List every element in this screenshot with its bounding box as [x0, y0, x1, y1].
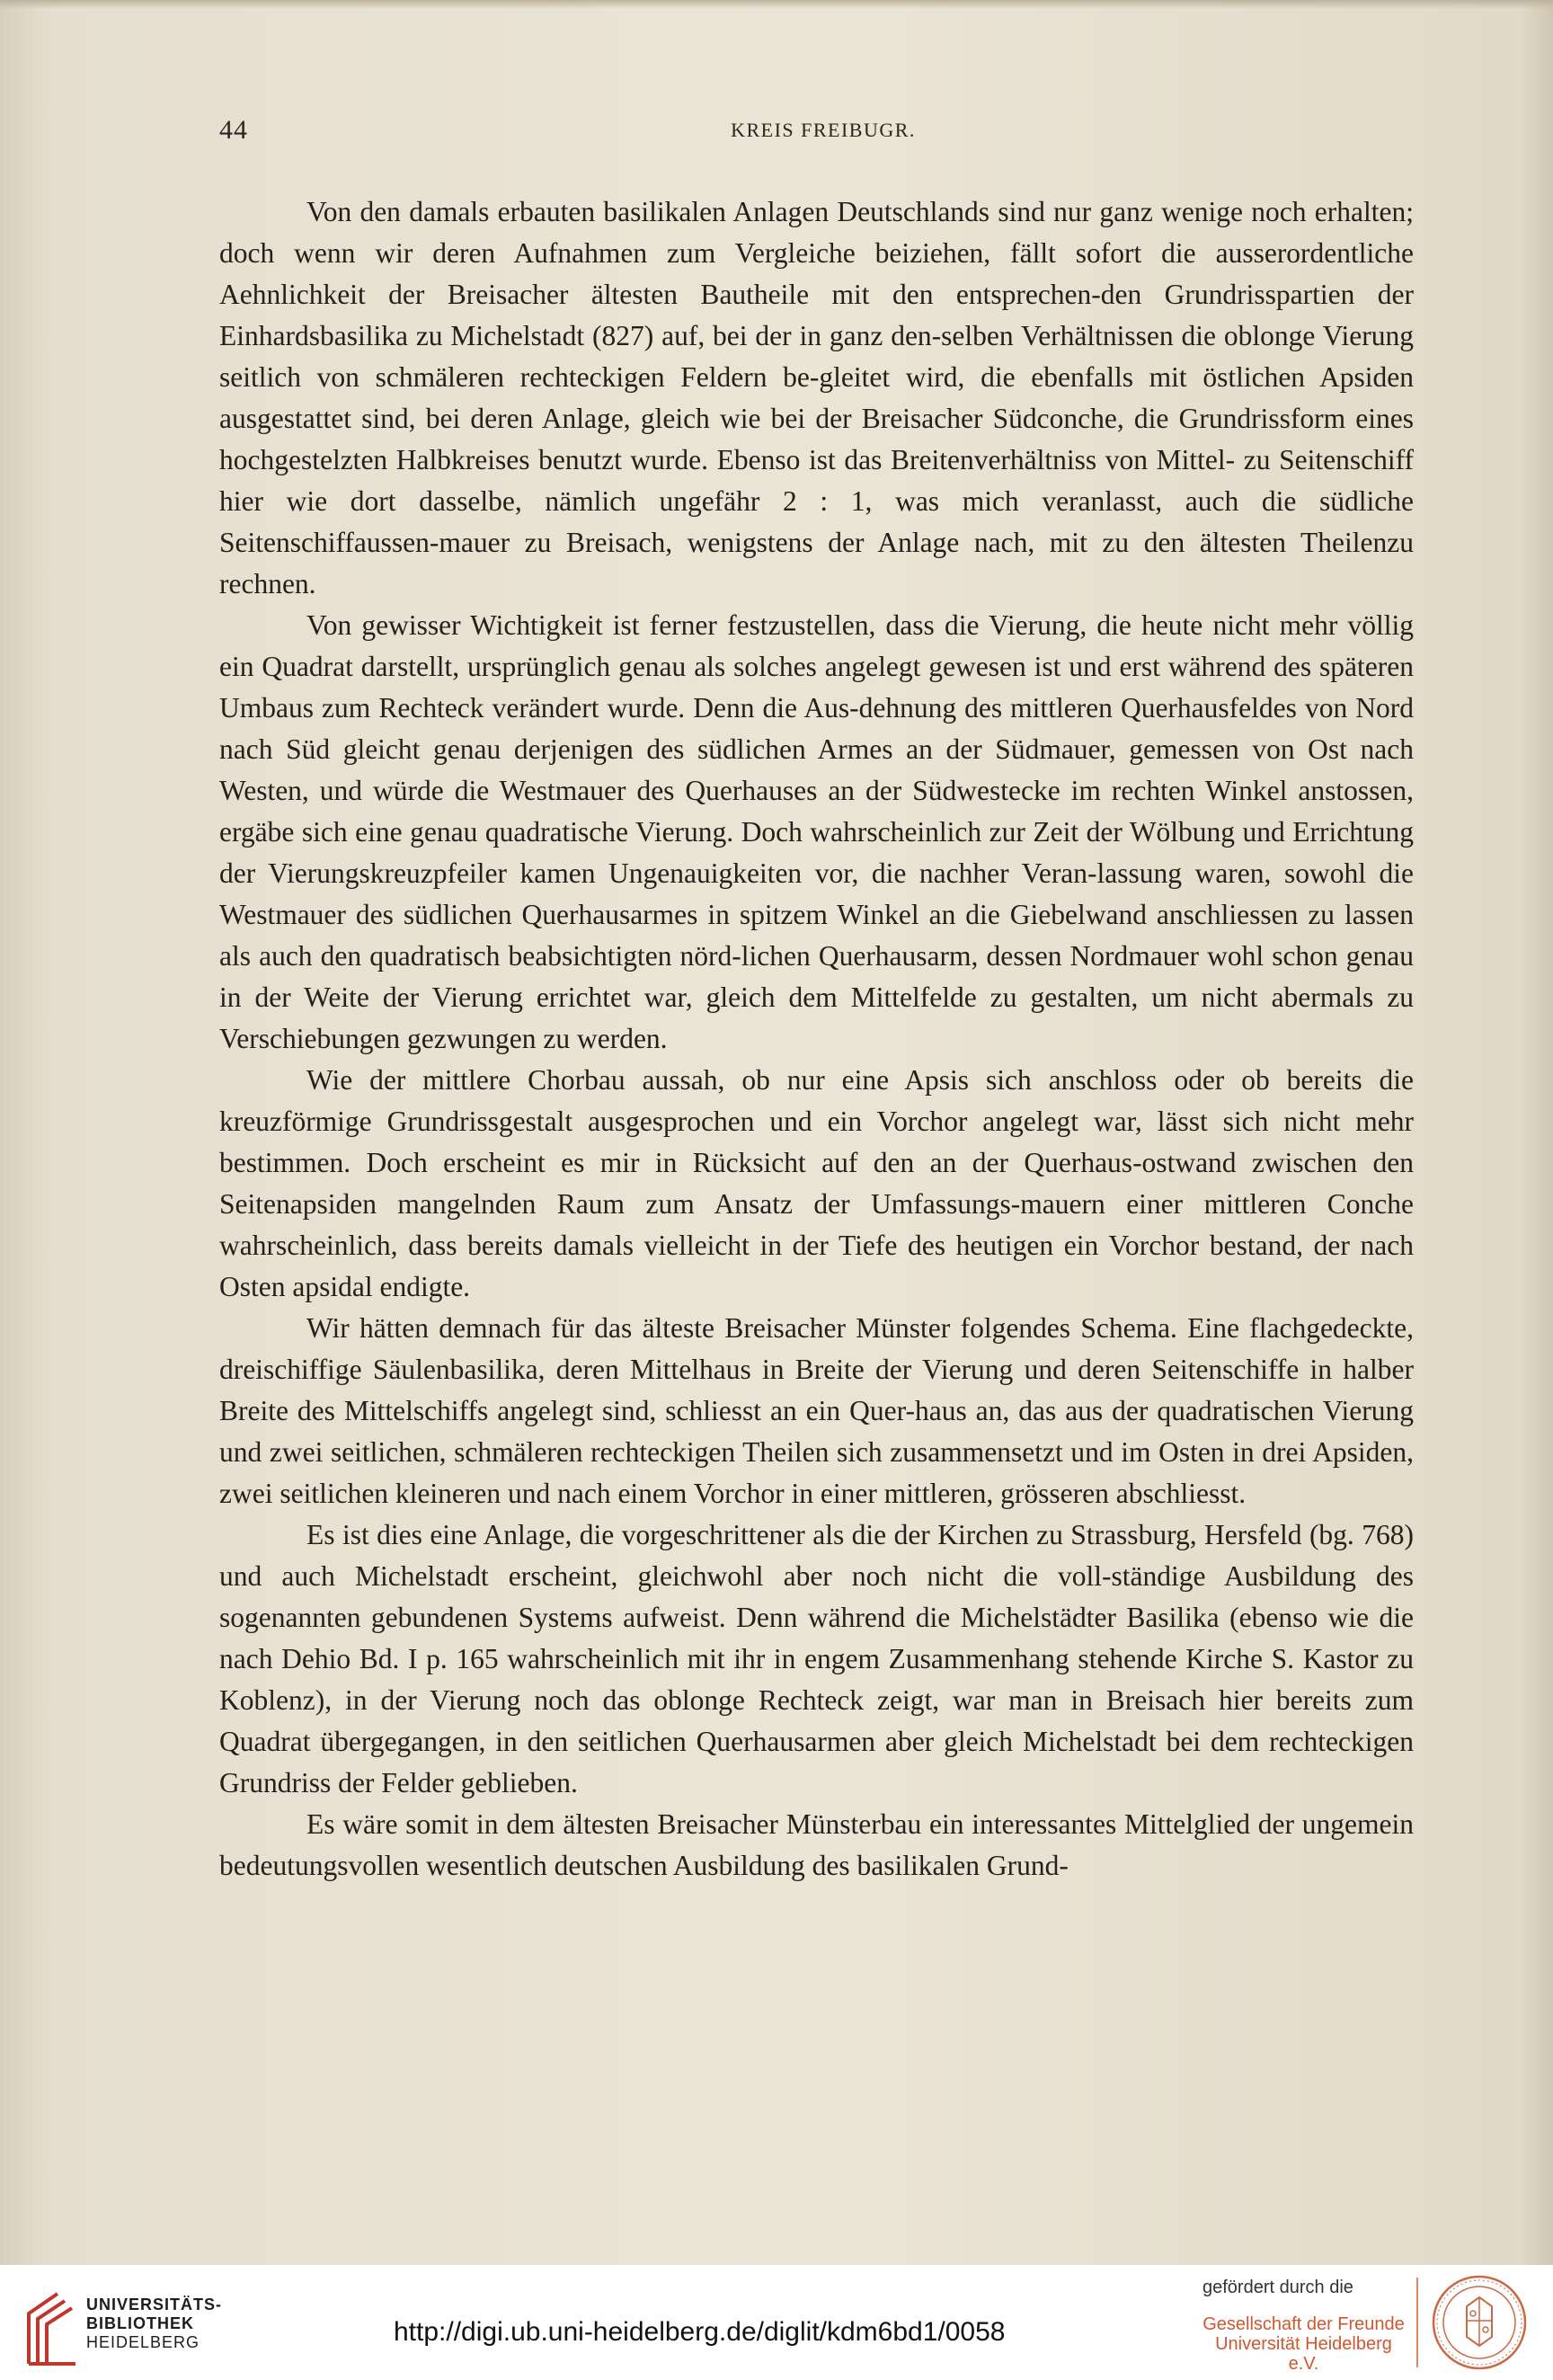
- paragraph: Von den damals erbauten basilikalen Anlagen Deutschlands sind nur ganz wenige noch erhalten; doch wenn wir deren Aufnahmen zum Vergleiche beiziehen, fällt sofort die ausserordentliche Aehnlichkeit der Breisacher ältesten Bautheile mit den entsprechen-den Grundrisspartien der Einhardsbasilika zu Michelstadt (827) auf, bei der in ganz den-selben Verhältnissen die oblonge Vierung seitlich von schmäleren rechteckigen Feldern be-gleitet wird, die ebenfalls mit östlichen Apsiden ausgestattet sind, bei deren Anlage, gleich wie bei der Breisacher Südconche, die Grundrissform eines hochgestelzten Halbkreises benutzt wurde. Ebenso ist das Breitenverhältniss von Mittel- zu Seitenschiff hier wie dort dasselbe, nämlich ungefähr 2 : 1, was mich veranlasst, auch die südliche Seitenschiffaussen-mauer zu Breisach, wenigstens der Anlage nach, mit zu den ältesten Theilenzu rechnen.: [219, 196, 1414, 599]
- sponsor-label: gefördert durch die: [1202, 2278, 1353, 2297]
- page-number: 44: [219, 115, 248, 145]
- body-text: [219, 191, 1414, 1887]
- library-logo-icon: [22, 2287, 79, 2367]
- paragraph: Es wäre somit in dem ältesten Breisacher Münsterbau ein interessantes Mittelglied der ungemein bedeutungsvollen wesentlich deutschen Ausbildung des basilikalen Grund-: [219, 1808, 1414, 1881]
- paragraph: Wie der mittlere Chorbau aussah, ob nur eine Apsis sich anschloss oder ob bereits die kreuzförmige Grundrissgestalt ausgesprochen und ein Vorchor angelegt war, lässt sich nicht mehr bestimmen. Doch erscheint es mir in Rücksicht auf den an der Querhaus-ostwand zwischen den Seitenapsiden mangelnden Raum zum Ansatz der Umfassungs-mauern einer mittleren Conche wahrscheinlich, dass bereits damals vielleicht in der Tiefe des heutigen ein Vorchor bestand, der nach Osten apsidal endigte.: [219, 1064, 1414, 1302]
- paragraph: Wir hätten demnach für das älteste Breisacher Münster folgendes Schema. Eine flachgedeckte, dreischiffige Säulenbasilika, deren Mittelhaus in Breite der Vierung und deren Seitenschiffe in halber Breite des Mittelschiffs angelegt sind, schliesst an ein Quer-haus an, das aus der quadratischen Vierung und zwei seitlichen, schmäleren rechteckigen Theilen sich zusammensetzt und im Osten in drei Apsiden, zwei seitlichen kleineren und nach einem Vorchor in einer mittleren, grösseren abschliesst.: [219, 1312, 1414, 1509]
- sponsor-name-line: Universität Heidelberg e.V.: [1215, 2334, 1392, 2374]
- library-name: [86, 2296, 222, 2352]
- running-head: KREIS FREIBUGR.: [731, 119, 916, 141]
- library-name-line: BIBLIOTHEK: [86, 2314, 194, 2332]
- paragraph: Von gewisser Wichtigkeit ist ferner festzustellen, dass die Vierung, die heute nicht mehr völlig ein Quadrat darstellt, ursprünglich genau als solches angelegt gewesen ist und erst während des späteren Umbaus zum Rechteck verändert wurde. Denn die Aus-dehnung des mittleren Querhausfeldes von Nord nach Süd gleicht genau derjenigen des südlichen Armes an der Südmauer, gemessen von Ost nach Westen, und würde die Westmauer des Querhauses an der Südwestecke im rechten Winkel anstossen, ergäbe sich eine genau quadratische Vierung. Doch wahrscheinlich zur Zeit der Wölbung und Errichtung der Vierungskreuzpfeiler kamen Ungenauigkeiten vor, die nachher Veran-lassung waren, sowohl die Westmauer des südlichen Querhausarmes in spitzem Winkel an die Giebelwand anschliessen zu lassen als auch den quadratisch beabsichtigten nörd-lichen Querhausarm, dessen Nordmauer wohl schon genau in der Weite der Vierung errichtet war, gleich dem Mittelfelde zu gestalten, um nicht abermals zu Verschiebungen gezwungen zu werden.: [219, 609, 1414, 1054]
- digitization-footer: [0, 2265, 1553, 2380]
- page-edge-shadow: [0, 0, 1553, 9]
- footer-divider: [1416, 2278, 1418, 2367]
- permalink-url[interactable]: http://digi.ub.uni-heidelberg.de/diglit/kdm6bd1/0058: [394, 2317, 1006, 2347]
- sponsor-name: [1202, 2314, 1405, 2374]
- sponsor-name-line: Gesellschaft der Freunde: [1202, 2314, 1405, 2334]
- university-seal-icon: [1431, 2274, 1528, 2371]
- paragraph: Es ist dies eine Anlage, die vorgeschrittener als die der Kirchen zu Strassburg, Hersfeld (bg. 768) und auch Michelstadt erscheint, gleichwohl aber noch nicht die voll-ständige Ausbildung des sogenannten gebundenen Systems aufweist. Denn während die Michelstädter Basilika (ebenso wie die nach Dehio Bd. I p. 165 wahrscheinlich mit ihr in engem Zusammenhang stehende Kirche S. Kastor zu Koblenz), in der Vierung noch das oblonge Rechteck zeigt, war man in Breisach hier bereits zum Quadrat übergegangen, in den seitlichen Querhausarmen aber gleich Michelstadt bei dem rechteckigen Grundriss der Felder geblieben.: [219, 1519, 1414, 1798]
- library-name-line: UNIVERSITÄTS-: [86, 2296, 223, 2313]
- page-header: [216, 115, 1411, 151]
- library-name-line: HEIDELBERG: [86, 2333, 200, 2351]
